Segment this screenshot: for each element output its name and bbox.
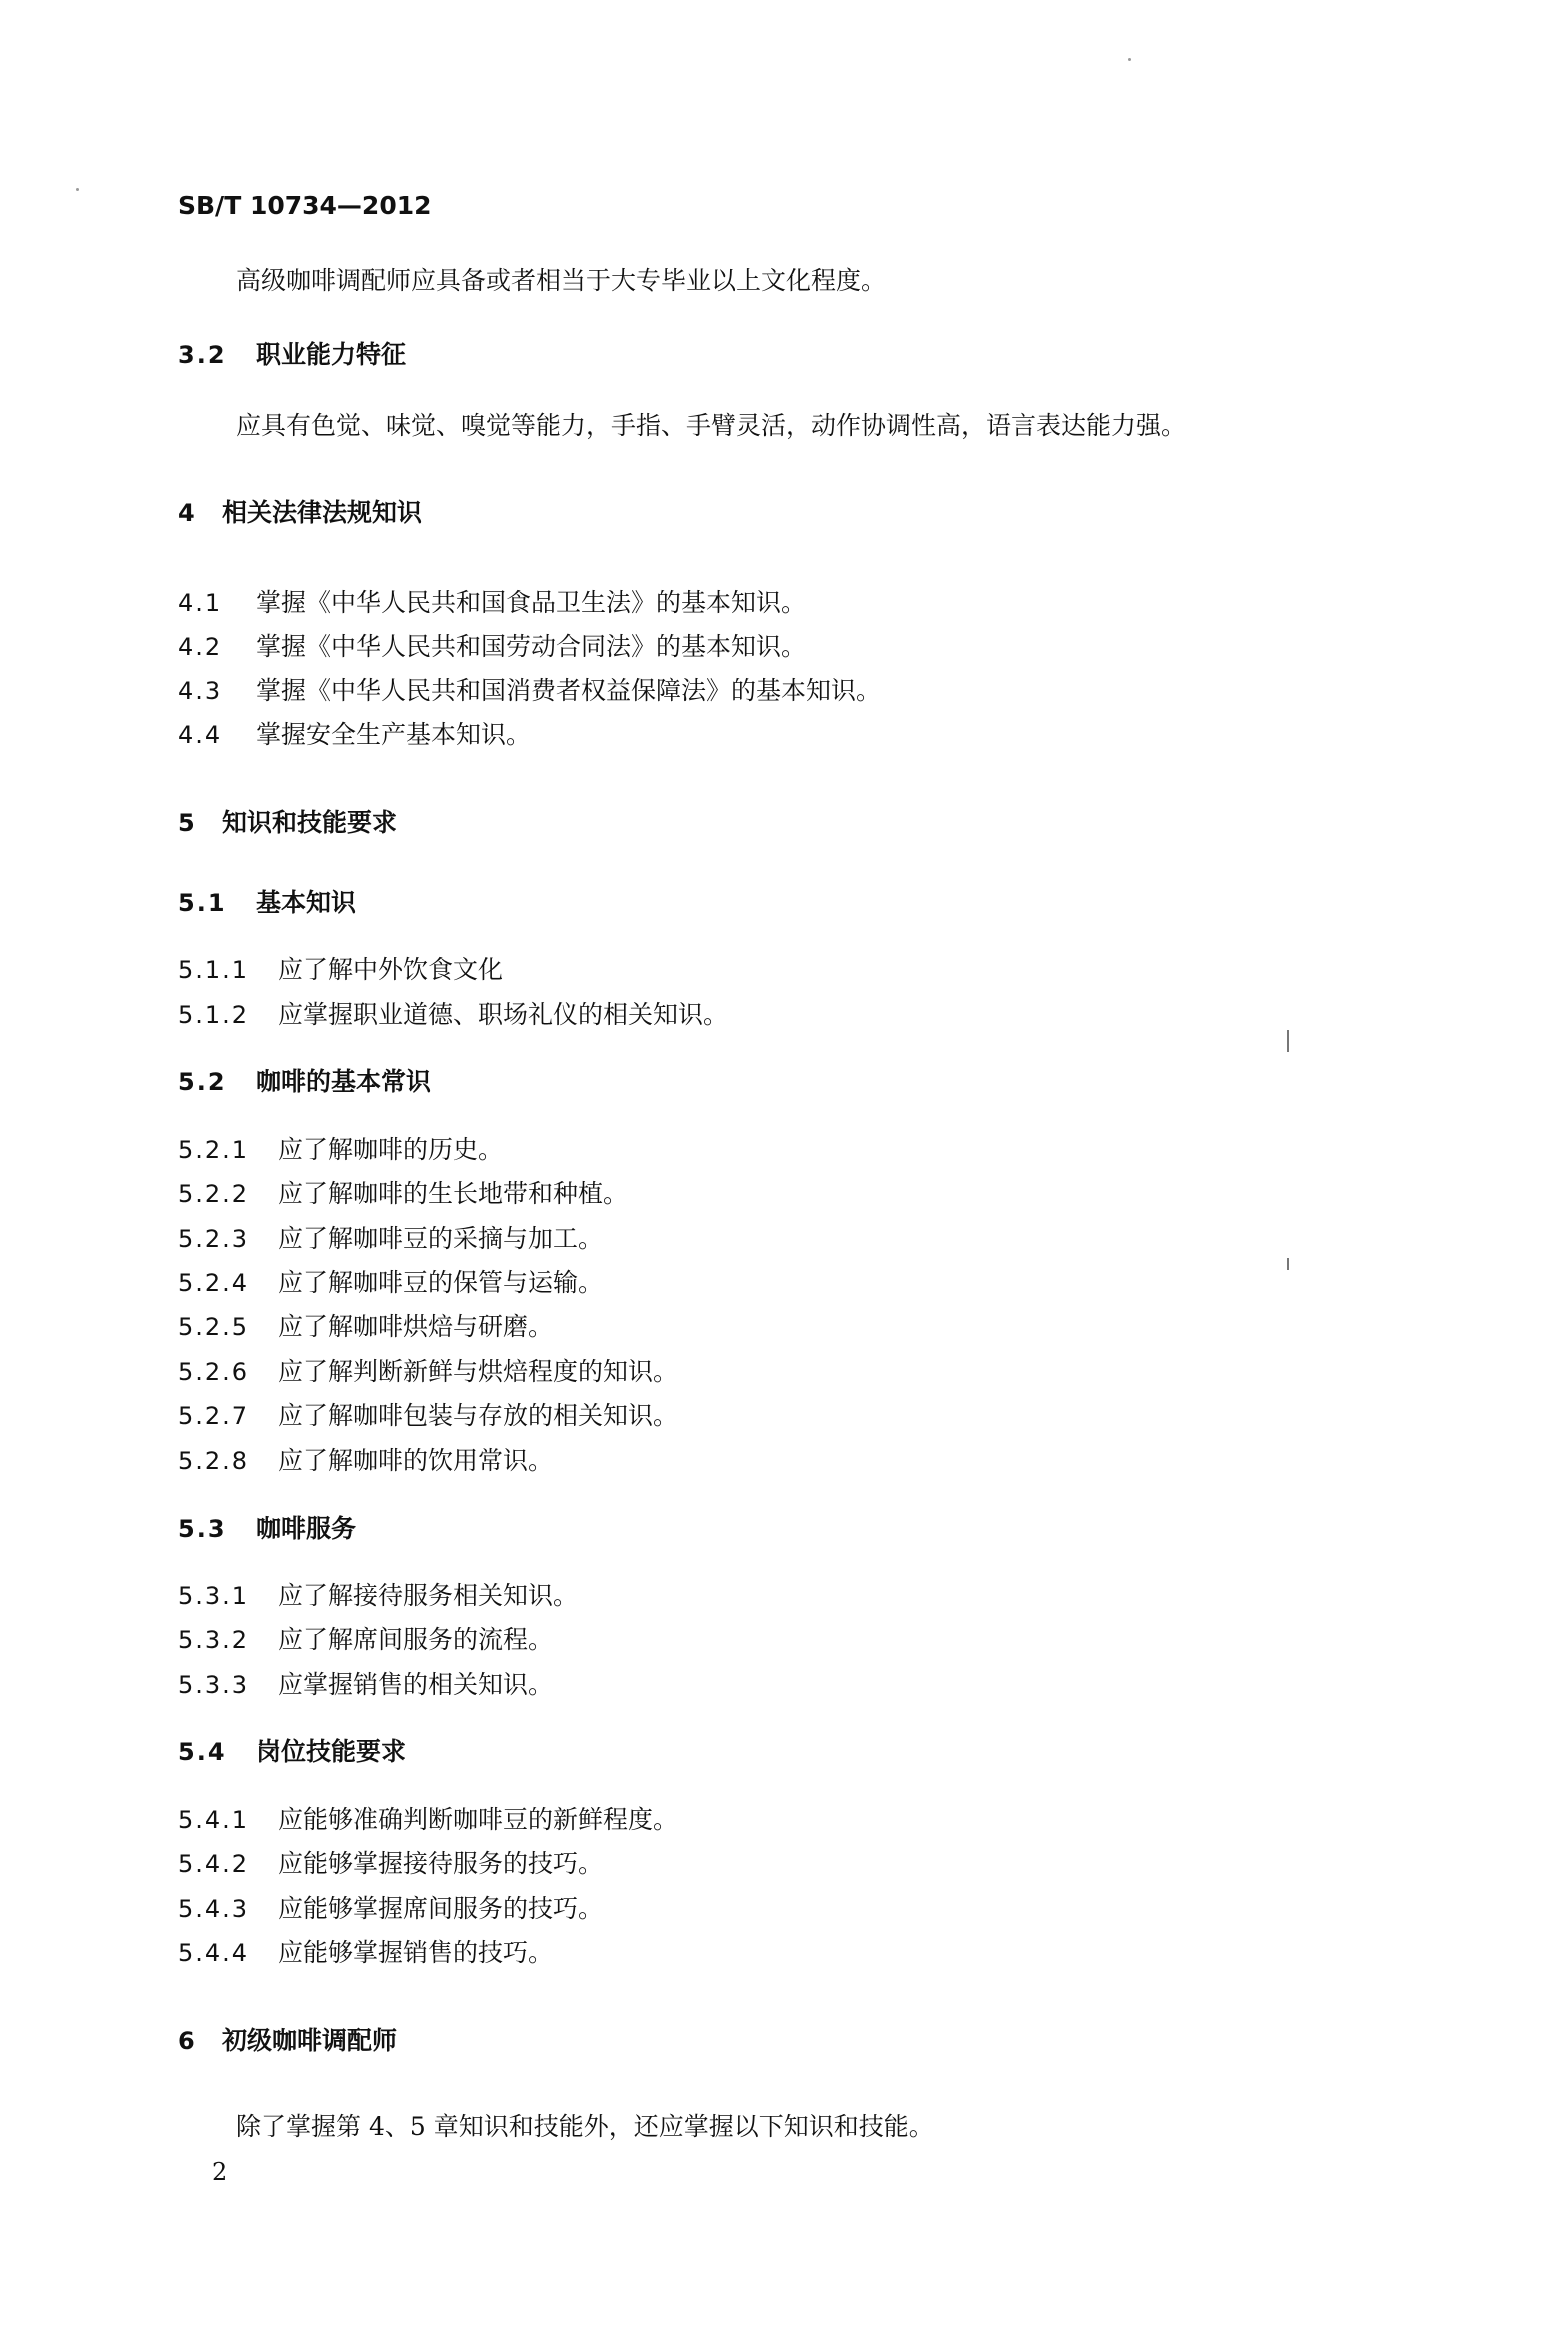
page-number: 2 <box>212 2158 228 2186</box>
clause-5-4-1 <box>178 1804 678 1836</box>
standard-code-header: SB/T 10734—2012 <box>178 191 432 220</box>
clause-text: 应了解咖啡的生长地带和种植。 <box>278 1179 629 1208</box>
clause-number: 5.3.2 <box>178 1626 250 1654</box>
clause-4-3 <box>178 675 881 707</box>
clause-number: 4.2 <box>178 633 223 661</box>
section-title: 岗位技能要求 <box>256 1737 407 1766</box>
scan-artifact-mark <box>1287 1030 1289 1052</box>
clause-number: 5.1.1 <box>178 956 250 984</box>
section-title: 知识和技能要求 <box>222 808 398 837</box>
clause-text: 应了解咖啡包装与存放的相关知识。 <box>278 1401 679 1430</box>
section-title: 咖啡的基本常识 <box>256 1067 432 1096</box>
clause-number: 4.3 <box>178 677 223 705</box>
clause-number: 5.2.3 <box>178 1225 250 1253</box>
clause-text: 应了解咖啡豆的保管与运输。 <box>278 1268 604 1297</box>
clause-number: 5.4.1 <box>178 1806 250 1834</box>
clause-number: 5.3.3 <box>178 1671 250 1699</box>
clause-number: 5.2.8 <box>178 1447 250 1475</box>
clause-number: 5.2.6 <box>178 1358 250 1386</box>
clause-5-3-2 <box>178 1624 553 1656</box>
section-title: 咖啡服务 <box>256 1514 357 1543</box>
clause-5-1-2 <box>178 999 728 1031</box>
section-number: 6 <box>178 2027 197 2055</box>
clause-5-2-6 <box>178 1356 678 1388</box>
section-5-1-heading <box>178 887 356 919</box>
clause-5-4-4 <box>178 1937 553 1969</box>
section-number: 4 <box>178 499 197 527</box>
section-6-paragraph: 除了掌握第 4、5 章知识和技能外，还应掌握以下知识和技能。 <box>236 2112 934 2141</box>
clause-5-2-7 <box>178 1400 678 1432</box>
section-number: 5.2 <box>178 1068 227 1096</box>
clause-5-4-3 <box>178 1893 603 1925</box>
clause-text: 应了解咖啡烘焙与研磨。 <box>278 1312 554 1341</box>
clause-number: 5.2.4 <box>178 1269 250 1297</box>
section-number: 3.2 <box>178 341 227 369</box>
clause-5-1-1 <box>178 954 503 986</box>
section-number: 5.1 <box>178 889 227 917</box>
clause-number: 5.4.2 <box>178 1850 250 1878</box>
clause-text: 应掌握销售的相关知识。 <box>278 1670 554 1699</box>
clause-5-4-2 <box>178 1848 603 1880</box>
clause-number: 5.4.3 <box>178 1895 250 1923</box>
clause-text: 掌握《中华人民共和国消费者权益保障法》的基本知识。 <box>256 676 882 705</box>
scan-artifact-mark <box>1287 1258 1289 1270</box>
section-5-3-heading <box>178 1513 356 1545</box>
clause-4-4 <box>178 719 531 751</box>
clause-5-2-8 <box>178 1445 553 1477</box>
clause-number: 4.4 <box>178 721 223 749</box>
clause-5-2-3 <box>178 1223 603 1255</box>
clause-text: 应了解咖啡的饮用常识。 <box>278 1446 554 1475</box>
clause-text: 掌握安全生产基本知识。 <box>256 720 532 749</box>
clause-number: 5.3.1 <box>178 1582 250 1610</box>
section-title: 初级咖啡调配师 <box>222 2026 398 2055</box>
clause-text: 掌握《中华人民共和国劳动合同法》的基本知识。 <box>256 632 807 661</box>
clause-text: 应了解席间服务的流程。 <box>278 1625 554 1654</box>
section-number: 5 <box>178 809 197 837</box>
section-number: 5.3 <box>178 1515 227 1543</box>
clause-5-2-4 <box>178 1267 603 1299</box>
section-5-2-heading <box>178 1066 431 1098</box>
section-5-heading <box>178 807 397 839</box>
clause-5-3-3 <box>178 1669 553 1701</box>
section-3-2-paragraph: 应具有色觉、味觉、嗅觉等能力，手指、手臂灵活，动作协调性高，语言表达能力强。 <box>236 411 1187 440</box>
section-3-2-heading <box>178 339 406 371</box>
clause-text: 掌握《中华人民共和国食品卫生法》的基本知识。 <box>256 588 807 617</box>
section-title: 基本知识 <box>256 888 357 917</box>
clause-text: 应能够掌握销售的技巧。 <box>278 1938 554 1967</box>
section-title: 相关法律法规知识 <box>222 498 423 527</box>
clause-4-1 <box>178 587 806 619</box>
clause-text: 应能够准确判断咖啡豆的新鲜程度。 <box>278 1805 679 1834</box>
clause-number: 5.2.1 <box>178 1136 250 1164</box>
clause-5-2-1 <box>178 1134 503 1166</box>
scan-speck <box>76 188 79 191</box>
section-number: 5.4 <box>178 1738 227 1766</box>
clause-number: 4.1 <box>178 589 223 617</box>
section-6-heading <box>178 2025 397 2057</box>
clause-5-2-2 <box>178 1178 628 1210</box>
clause-text: 应能够掌握接待服务的技巧。 <box>278 1849 604 1878</box>
clause-5-2-5 <box>178 1311 553 1343</box>
clause-number: 5.4.4 <box>178 1939 250 1967</box>
clause-text: 应了解判断新鲜与烘焙程度的知识。 <box>278 1357 679 1386</box>
section-title: 职业能力特征 <box>256 340 407 369</box>
clause-number: 5.1.2 <box>178 1001 250 1029</box>
clause-4-2 <box>178 631 806 663</box>
clause-text: 应掌握职业道德、职场礼仪的相关知识。 <box>278 1000 729 1029</box>
clause-number: 5.2.5 <box>178 1313 250 1341</box>
clause-number: 5.2.7 <box>178 1402 250 1430</box>
clause-text: 应了解咖啡的历史。 <box>278 1135 504 1164</box>
intro-paragraph: 高级咖啡调配师应具备或者相当于大专毕业以上文化程度。 <box>236 266 887 295</box>
section-5-4-heading <box>178 1736 406 1768</box>
clause-text: 应了解中外饮食文化 <box>278 955 504 984</box>
scan-speck <box>1128 58 1131 61</box>
clause-text: 应了解接待服务相关知识。 <box>278 1581 579 1610</box>
section-4-heading <box>178 497 422 529</box>
clause-5-3-1 <box>178 1580 578 1612</box>
clause-text: 应了解咖啡豆的采摘与加工。 <box>278 1224 604 1253</box>
clause-text: 应能够掌握席间服务的技巧。 <box>278 1894 604 1923</box>
clause-number: 5.2.2 <box>178 1180 250 1208</box>
